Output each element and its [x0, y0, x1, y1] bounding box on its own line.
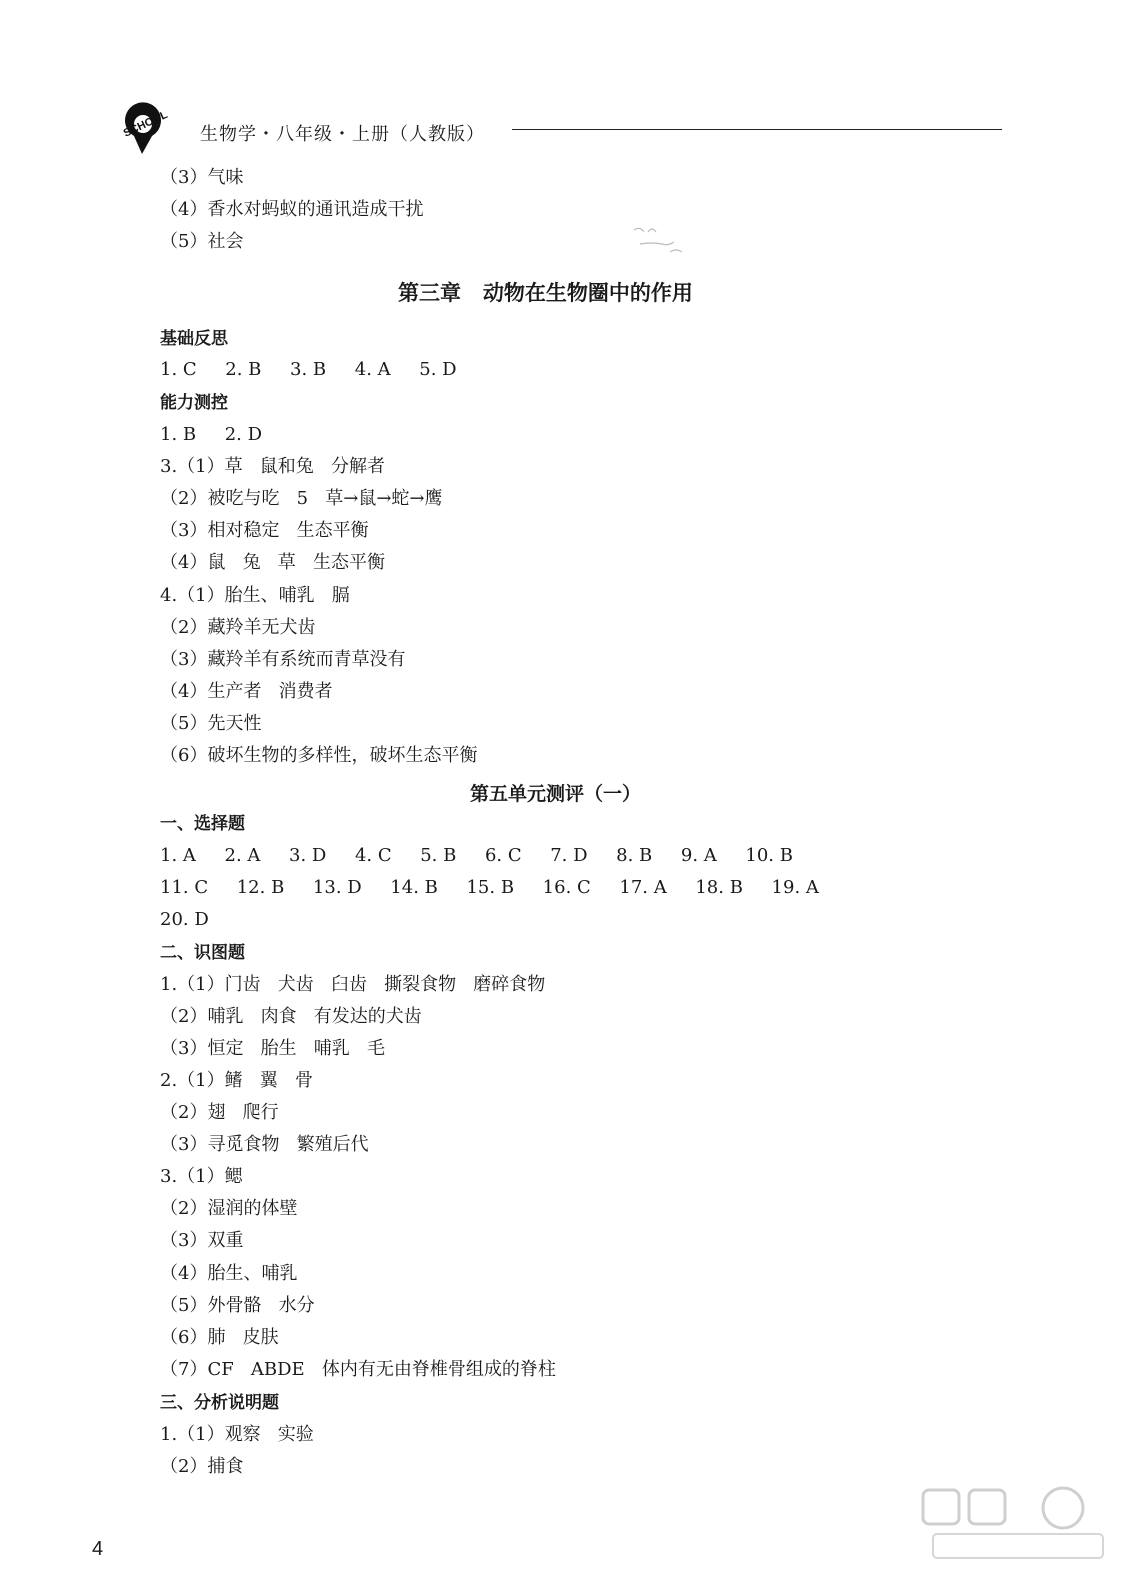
answer-line: （6）破坏生物的多样性，破坏生态平衡: [160, 745, 478, 766]
answer-line: （3）寻觅食物 繁殖后代: [160, 1134, 369, 1155]
answer-line: 20. D: [160, 909, 209, 930]
answer-line: （4）生产者 消费者: [160, 681, 333, 702]
faint-handwriting-mark: [630, 222, 700, 258]
answer-line: （2）翅 爬行: [160, 1102, 279, 1123]
answer-line: （2）捕食: [160, 1456, 244, 1477]
chapter-heading: 第三章 动物在生物圈中的作用: [398, 280, 693, 305]
logo-text: SCHOOL: [121, 108, 170, 140]
section-label: 二、识图题: [160, 943, 245, 963]
answer-line: 1.（1）观察 实验: [160, 1424, 314, 1445]
answer-line: （4）香水对蚂蚁的通讯造成干扰: [160, 199, 424, 220]
section-label: 能力测控: [160, 393, 228, 413]
section-label: 基础反思: [160, 329, 228, 349]
answer-line: （7）CF ABDE 体内有无由脊椎骨组成的脊柱: [160, 1359, 556, 1380]
answer-line: 2.（1）鳍 翼 骨: [160, 1070, 313, 1091]
answer-line: （3）气味: [160, 167, 244, 188]
answer-line: 1. C 2. B 3. B 4. A 5. D: [160, 359, 457, 380]
answer-line: （5）先天性: [160, 713, 262, 734]
answer-line: 1. B 2. D: [160, 424, 263, 445]
answer-line: （2）哺乳 肉食 有发达的犬齿: [160, 1006, 422, 1027]
unit-test-heading: 第五单元测评（一）: [470, 783, 642, 805]
answer-line: （6）肺 皮肤: [160, 1327, 279, 1348]
header-rule: [512, 129, 1002, 130]
answer-line: （2）藏羚羊无犬齿: [160, 617, 316, 638]
answer-line: （2）被吃与吃 5 草→鼠→蛇→鹰: [160, 488, 443, 509]
answer-line: （5）社会: [160, 231, 244, 252]
section-label: 一、选择题: [160, 814, 245, 834]
answer-line: （3）藏羚羊有系统而青草没有: [160, 649, 406, 670]
answer-line: 1.（1）门齿 犬齿 臼齿 撕裂食物 磨碎食物: [160, 974, 546, 995]
answer-line: （4）鼠 兔 草 生态平衡: [160, 552, 385, 573]
answer-line: （5）外骨骼 水分: [160, 1295, 315, 1316]
answer-line: （3）相对稳定 生态平衡: [160, 520, 369, 541]
answer-line: 3.（1）鳃: [160, 1166, 243, 1187]
page-number: 4: [92, 1538, 104, 1560]
answer-line: 4.（1）胎生、哺乳 膈: [160, 585, 350, 606]
school-logo-icon: [112, 98, 192, 168]
answer-line: 1. A 2. A 3. D 4. C 5. B 6. C 7. D 8. B 9. A 10. B: [160, 845, 793, 866]
answer-line: （4）胎生、哺乳: [160, 1263, 298, 1284]
answer-line: （3）恒定 胎生 哺乳 毛: [160, 1038, 385, 1059]
page-header: [112, 98, 1002, 168]
watermark-logo-icon: [913, 1484, 1113, 1564]
answer-line: 11. C 12. B 13. D 14. B 15. B 16. C 17. A 18. B 19. A: [160, 877, 819, 898]
section-label: 三、分析说明题: [160, 1393, 279, 1413]
answer-line: （2）湿润的体壁: [160, 1198, 298, 1219]
answer-line: （3）双重: [160, 1230, 244, 1251]
answer-line: 3.（1）草 鼠和兔 分解者: [160, 456, 385, 477]
book-title: 生物学・八年级・上册（人教版）: [200, 124, 485, 145]
